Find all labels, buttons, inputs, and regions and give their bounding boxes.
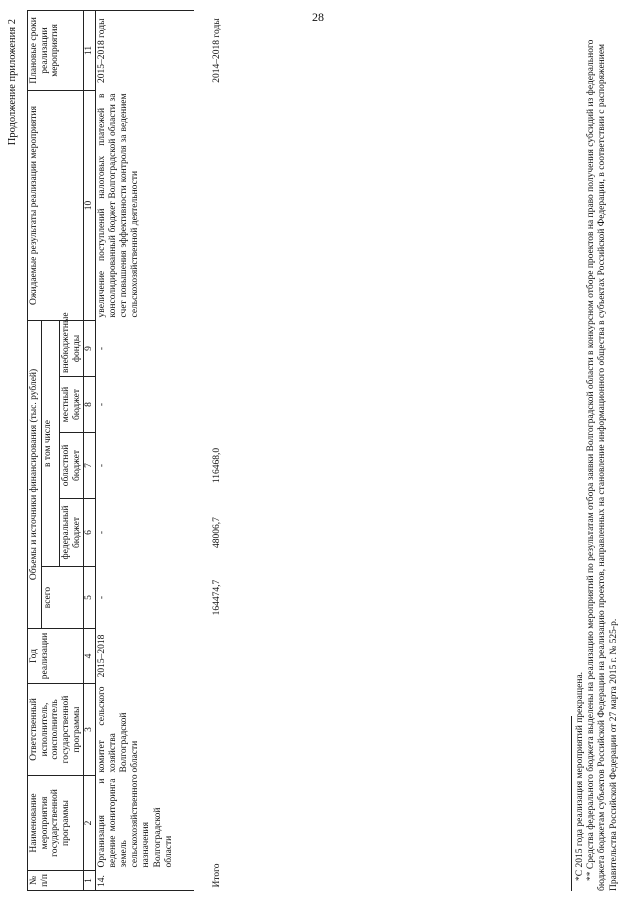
total-term: 2014–2018 годы <box>211 18 222 83</box>
row-extrabudget: - <box>96 346 107 351</box>
header-local: местный бюджет <box>59 377 83 433</box>
header-executor: Ответственный исполнитель, соисполнитель государственной программы <box>28 684 84 776</box>
total-federal: 48006,7 <box>211 517 222 548</box>
row-num: 14. <box>95 871 194 891</box>
header-year: Год реализации <box>28 629 84 684</box>
colnum-11: 11 <box>84 10 95 90</box>
colnum-9: 9 <box>84 320 95 376</box>
header-num: № п/п <box>28 871 84 891</box>
total-sum: 164474,7 <box>211 579 222 616</box>
footnote-1: *С 2015 года реализация мероприятий прекращена. <box>575 671 585 881</box>
header-federal: федеральный бюджет <box>59 499 83 567</box>
header-including: в том числе <box>41 320 59 566</box>
row-name: Организация и ведение мониторинга земель сельскохозяйственного назначения Волгоградской области <box>96 774 174 868</box>
total-regional: 116468,0 <box>211 447 222 484</box>
colnum-4: 4 <box>84 629 95 684</box>
program-table <box>27 10 224 891</box>
footnote-2: ** Средства федерального бюджета выделены на реализацию мероприятий по результатам отбора заявки Волгоградской области в конкурсном отборе проектов на право получения субсидий из федерального бюджета бюджетам субъектов Российской Федерации на реализацию проектов, направленных на становление информационного общества в субъектах Российской Федерации, в соответствии с распоряжением Правительства Российской Федерации от 27 марта 2015 г. № 525-р. <box>586 39 619 891</box>
header-regional: областной бюджет <box>59 433 83 499</box>
row-regional: - <box>96 463 107 468</box>
header-financing: Объемы и источники финансирования (тыс. рублей) <box>28 320 42 628</box>
row-year: 2015–2018 <box>96 634 107 678</box>
colnum-1: 1 <box>84 871 95 891</box>
header-results: Ожидаемые результаты реализации мероприятия <box>28 90 84 320</box>
row-executor: комитет сельского хозяйства Волгоградской области <box>96 686 141 773</box>
colnum-3: 3 <box>84 684 95 776</box>
colnum-7: 7 <box>84 433 95 499</box>
header-name: Наименование мероприятия государственной программы <box>28 776 84 871</box>
row-result: увеличение поступлений налоговых платежей в консолидированный бюджет Волгоградской области за счет повышения эффективности контроля за ведением сельскохозяйственной деятельности <box>96 93 141 318</box>
table-row <box>95 10 194 890</box>
row-term: 2015–2018 годы <box>95 10 194 90</box>
rotated-page <box>5 5 625 895</box>
header-terms: Плановые сроки реализации мероприятия <box>28 10 84 90</box>
colnum-5: 5 <box>84 567 95 629</box>
footnotes <box>575 21 620 891</box>
header-total: всего <box>41 567 84 629</box>
row-local: - <box>96 402 107 407</box>
header-extrabudget: внебюджетные фонды <box>59 320 83 376</box>
colnum-6: 6 <box>84 499 95 567</box>
colnum-10: 10 <box>84 90 95 320</box>
column-number-row <box>84 10 95 890</box>
continuation-label: Продолжение приложения 2 <box>7 19 18 146</box>
colnum-2: 2 <box>84 776 95 871</box>
colnum-8: 8 <box>84 377 95 433</box>
total-label: Итого <box>211 863 222 888</box>
footnote-divider <box>571 716 572 891</box>
total-row <box>194 10 224 890</box>
page-number: 28 <box>312 10 324 24</box>
row-federal: - <box>96 530 107 535</box>
row-total: - <box>96 595 107 600</box>
